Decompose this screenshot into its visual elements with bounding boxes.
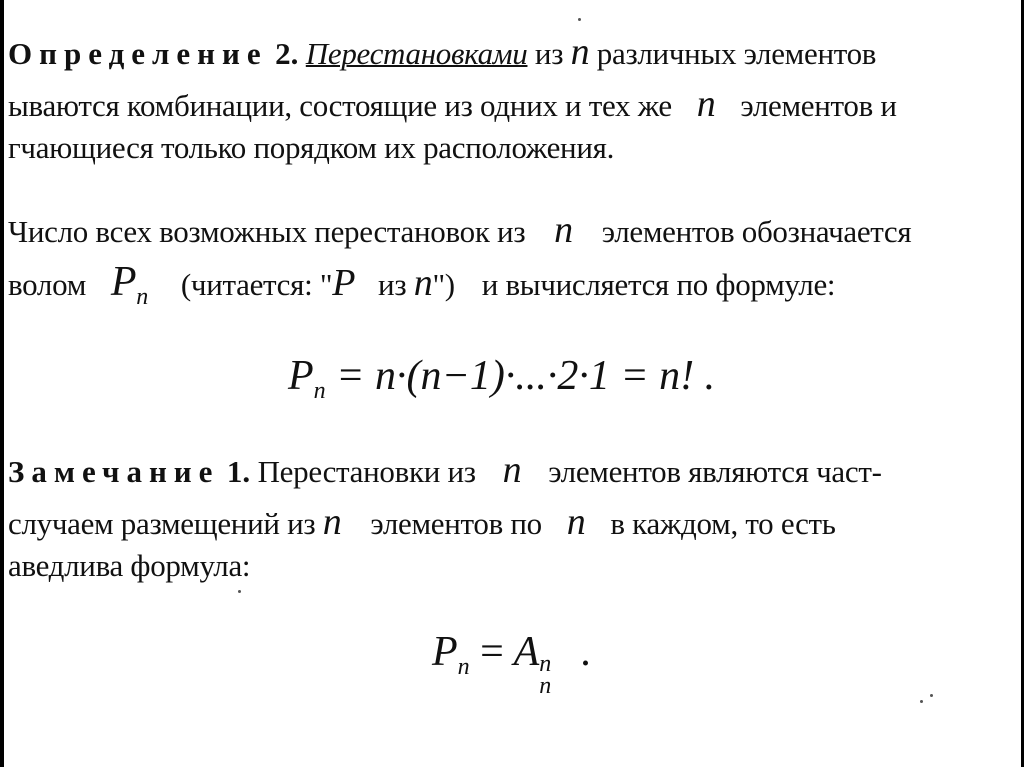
formula-lhs: P — [288, 353, 314, 399]
definition-text: элементов и — [740, 88, 897, 123]
variable-n: n — [566, 501, 586, 543]
variable-n: n — [322, 501, 342, 543]
count-text: элементов обозначается — [601, 214, 912, 249]
formula-lhs: P — [432, 629, 458, 675]
remark-text: Перестановки из — [257, 454, 476, 489]
scan-speck — [920, 700, 923, 703]
formula-indices — [539, 653, 551, 697]
variable-n: n — [570, 31, 590, 73]
formula-period: . — [580, 629, 591, 675]
subscript-n: n — [136, 284, 148, 310]
definition-text: из — [534, 36, 564, 71]
remark-line-2 — [8, 500, 836, 544]
variable-n: n — [413, 262, 433, 304]
symbol-p: P — [110, 259, 137, 305]
formula-rhs: = n·(n−1)·...·2·1 = n! . — [336, 353, 716, 399]
formula-rhs: A — [513, 629, 540, 675]
scan-speck — [578, 18, 581, 21]
definition-number: 2. — [275, 36, 299, 71]
permutation-placement-formula — [432, 628, 591, 697]
count-line-1 — [8, 208, 911, 252]
variable-n: n — [554, 209, 573, 251]
remark-text: элементов по — [370, 506, 542, 541]
remark-line-3 — [8, 548, 250, 584]
count-text: (читается: " — [180, 267, 333, 302]
scan-speck — [238, 590, 241, 593]
formula-superscript-n: n — [539, 651, 552, 677]
scan-speck — [930, 694, 933, 697]
definition-text: ываются комбинации, состоящие из одних и тех же — [8, 88, 672, 123]
count-text: волом — [8, 267, 87, 302]
definition-term: Перестановками — [305, 36, 528, 71]
remark-heading: Замечание — [8, 454, 220, 489]
count-text: ") — [432, 267, 455, 302]
formula-subscript-n: n — [457, 654, 470, 680]
formula-subscript-n: n — [539, 673, 552, 699]
formula-equals: = — [480, 629, 504, 675]
variable-n: n — [502, 449, 522, 491]
variable-n: n — [696, 83, 716, 125]
remark-number: 1. — [226, 454, 251, 489]
definition-line-1 — [8, 30, 876, 74]
count-line-2 — [8, 258, 835, 311]
left-border — [0, 0, 4, 767]
definition-line-2 — [8, 82, 897, 126]
definition-heading: Определение — [8, 36, 268, 71]
remark-text: элементов являются част- — [548, 454, 882, 489]
remark-text: в каждом, то есть — [610, 506, 836, 541]
remark-line-1 — [8, 448, 882, 492]
count-text: Число всех возможных перестановок из — [8, 214, 526, 249]
count-text: и вычисляется по формуле: — [481, 267, 836, 302]
definition-text: различных элементов — [596, 36, 877, 71]
definition-text: гчающиеся только порядком их расположения. — [8, 130, 615, 165]
remark-text: случаем размещений из — [8, 506, 316, 541]
formula-subscript-n: n — [313, 378, 326, 404]
remark-text: аведлива формула: — [8, 548, 251, 583]
definition-line-3 — [8, 130, 614, 166]
count-text: из — [378, 267, 407, 302]
permutation-formula — [288, 352, 715, 405]
symbol-p: P — [332, 262, 356, 304]
